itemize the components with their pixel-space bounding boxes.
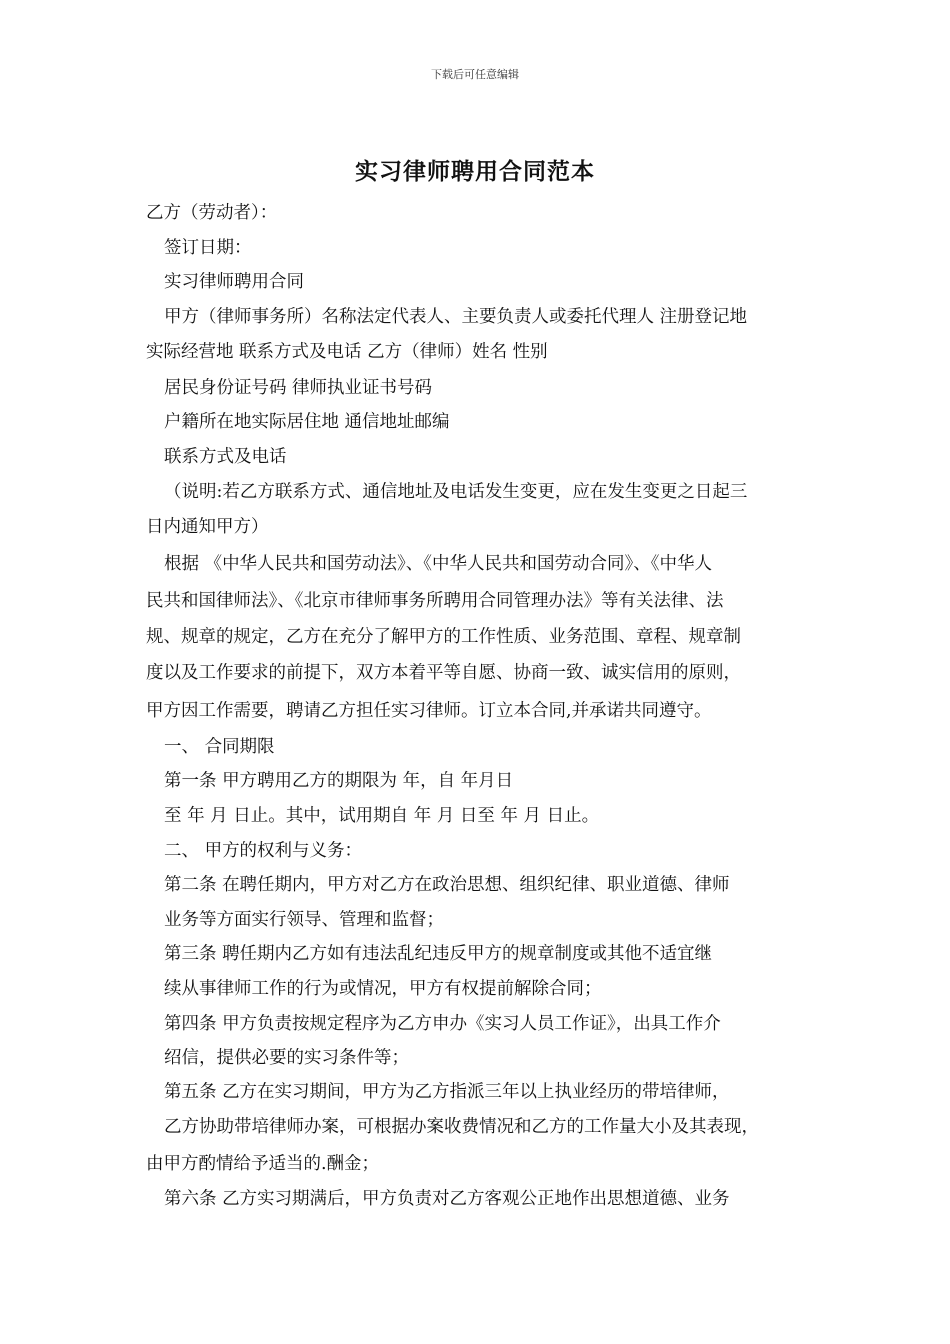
line-article-6a: 第六条 乙方实习期满后，甲方负责对乙方客观公正地作出思想道德、业务 <box>164 1189 730 1209</box>
line-party-b: 乙方（劳动者）： <box>146 203 278 223</box>
line-basis-4: 度以及工作要求的前提下，双方本着平等自愿、协商一致、诚实信用的原则， <box>146 663 741 683</box>
document-title: 实习律师聘用合同范本 <box>355 158 595 185</box>
line-party-a-info: 甲方（律师事务所）名称法定代表人、主要负责人或委托代理人 注册登记地 <box>164 307 748 327</box>
line-basis-3: 规、规章的规定，乙方在充分了解甲方的工作性质、业务范围、章程、规章制 <box>146 627 741 647</box>
line-article-5b: 乙方协助带培律师办案，可根据办案收费情况和乙方的工作量大小及其表现， <box>164 1117 759 1137</box>
line-article-2b: 业务等方面实行领导、管理和监督； <box>164 910 444 930</box>
line-article-3b: 续从事律师工作的行为或情况，甲方有权提前解除合同； <box>164 979 602 999</box>
line-article-2a: 第二条 在聘任期内，甲方对乙方在政治思想、组织纪律、职业道德、律师 <box>164 875 730 895</box>
line-section-1: 一、 合同期限 <box>164 737 275 757</box>
line-contract-name: 实习律师聘用合同 <box>164 272 304 292</box>
line-article-4b: 绍信，提供必要的实习条件等； <box>164 1048 409 1068</box>
line-article-3a: 第三条 聘任期内乙方如有违法乱纪违反甲方的规章制度或其他不适宜继 <box>164 944 713 964</box>
line-note-2: 日内通知甲方） <box>146 517 269 537</box>
line-contact: 联系方式及电话 <box>164 447 287 467</box>
line-id-numbers: 居民身份证号码 律师执业证书号码 <box>164 378 433 398</box>
line-section-2: 二、 甲方的权利与义务： <box>164 841 363 861</box>
line-article-4a: 第四条 甲方负责按规定程序为乙方申办《实习人员工作证》，出具工作介 <box>164 1014 721 1034</box>
line-basis-2: 民共和国律师法》、《北京市律师事务所聘用合同管理办法》等有关法律、法 <box>146 591 724 611</box>
line-note-1: （说明:若乙方联系方式、通信地址及电话发生变更，应在发生变更之日起三 <box>164 482 748 502</box>
line-article-1a: 第一条 甲方聘用乙方的期限为 年，自 年月日 <box>164 771 514 791</box>
line-residence: 户籍所在地实际居住地 通信地址邮编 <box>164 412 450 432</box>
line-article-5c: 由甲方酌情给予适当的.酬金； <box>146 1154 380 1174</box>
line-address-contact: 实际经营地 联系方式及电话 乙方（律师）姓名 性别 <box>146 342 548 362</box>
line-basis-1: 根据 《中华人民共和国劳动法》、《中华人民共和国劳动合同》、《中华人 <box>164 554 713 574</box>
line-article-1b: 至 年 月 日止。其中，试用期自 年 月 日至 年 月 日止。 <box>164 806 600 826</box>
line-sign-date: 签订日期： <box>164 238 252 258</box>
line-article-5a: 第五条 乙方在实习期间，甲方为乙方指派三年以上执业经历的带培律师， <box>164 1082 730 1102</box>
line-basis-5: 甲方因工作需要，聘请乙方担任实习律师。订立本合同,并承诺共同遵守。 <box>146 701 712 721</box>
header-note: 下载后可任意编辑 <box>431 68 519 81</box>
